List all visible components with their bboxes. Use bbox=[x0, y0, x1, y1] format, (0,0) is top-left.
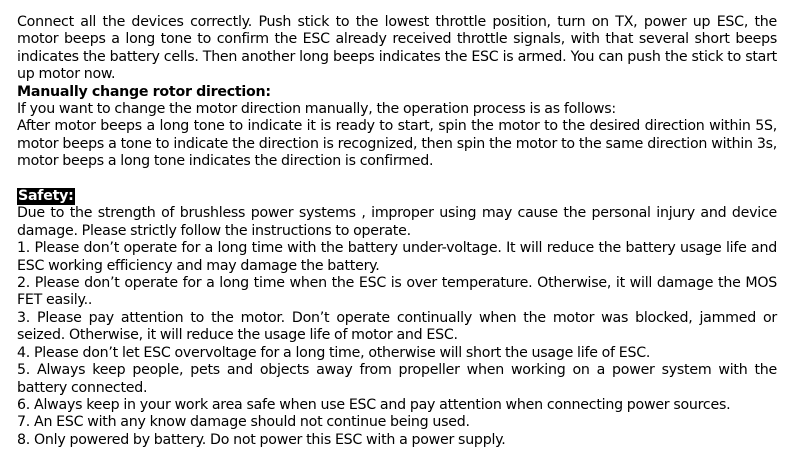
document-body bbox=[17, 14, 777, 449]
safety-item: 6. Always keep in your work area safe when use ESC and pay attention when connecting power sources. bbox=[17, 396, 731, 413]
safety-item: 2. Please don’t operate for a long time when the ESC is over temperature. Otherwise, it will damage the MOS FET easily.. bbox=[17, 275, 777, 309]
safety-item: 5. Always keep people, pets and objects away from propeller when working on a power system with the battery connected. bbox=[17, 362, 777, 396]
safety-item: 3. Please pay attention to the motor. Don’t operate continually when the motor was blocked, jammed or seized. Otherwise, it will reduce the usage life of motor and ESC. bbox=[17, 309, 777, 344]
safety-heading-line bbox=[17, 188, 777, 205]
safety-item: 1. Please don’t operate for a long time with the battery under-voltage. It will reduce the battery usage life and ESC working efficiency and may damage the battery. bbox=[17, 240, 777, 274]
rotor-direction-intro: If you want to change the motor direction manually, the operation process is as follows: bbox=[17, 101, 616, 118]
rotor-direction-heading: Manually change rotor direction: bbox=[17, 83, 271, 100]
safety-item: 7. An ESC with any know damage should not continue being used. bbox=[17, 414, 470, 431]
section-gap bbox=[17, 171, 777, 188]
safety-item: 4. Please don’t let ESC overvoltage for a long time, otherwise will short the usage life of ESC. bbox=[17, 344, 651, 361]
safety-item: 8. Only powered by battery. Do not power this ESC with a power supply. bbox=[17, 431, 506, 448]
safety-intro: Due to the strength of brushless power systems , improper using may cause the personal injury and device damage. Please strictly follow the instructions to operate. bbox=[17, 205, 777, 239]
rotor-direction-procedure: After motor beeps a long tone to indicate it is ready to start, spin the motor to the desired direction within 5S, motor beeps a tone to indicate the direction is recognized, then spin the motor to the same direction within 3s, motor beeps a long tone indicates the direction is confirmed. bbox=[17, 118, 777, 170]
arming-paragraph: Connect all the devices correctly. Push stick to the lowest throttle position, turn on TX, power up ESC, the motor beeps a long tone to confirm the ESC already received throttle signals, with that several short beeps indicates the battery cells. Then another long beeps indicates the ESC is armed. You can push the stick to start up motor now. bbox=[17, 14, 777, 83]
safety-label: Safety: bbox=[18, 188, 74, 205]
